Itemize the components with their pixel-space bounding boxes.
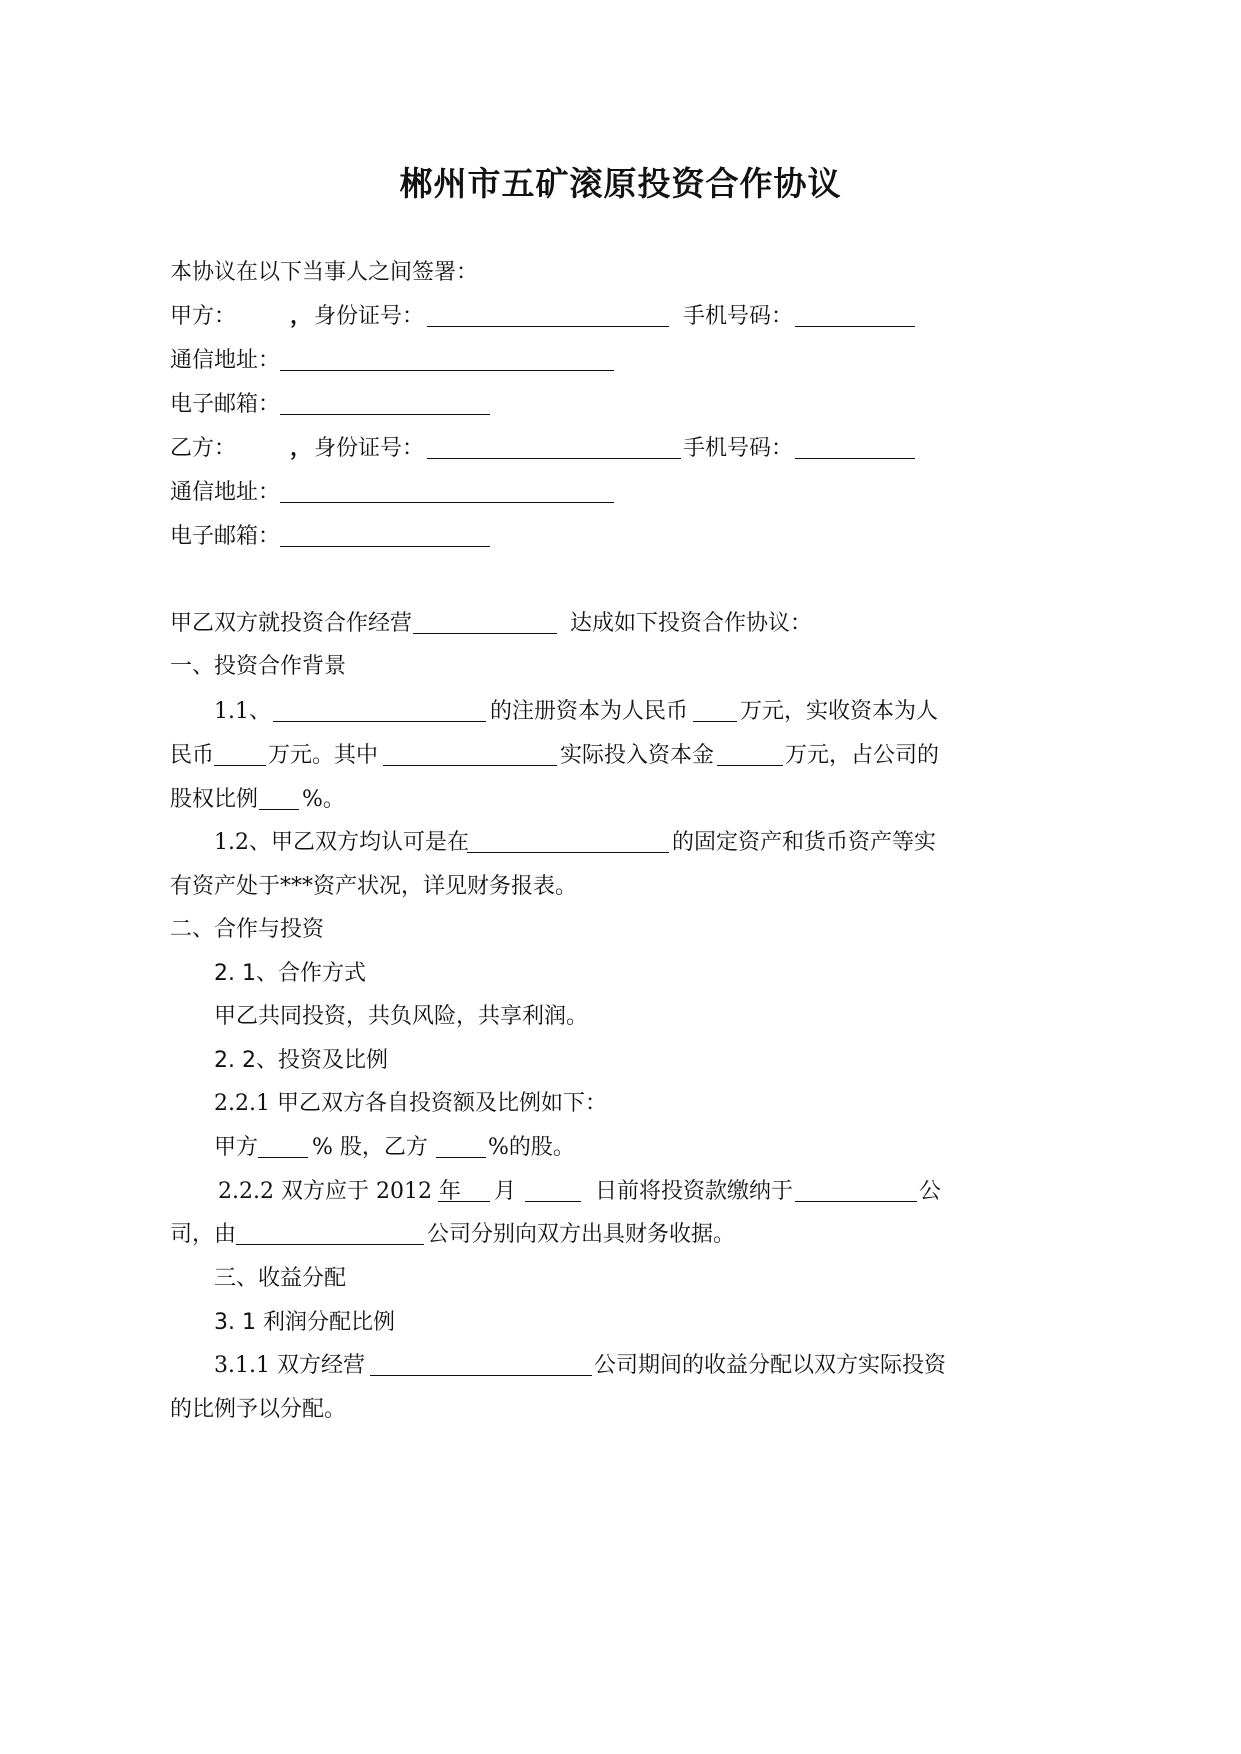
clause-3-1-1-text-b: 公司期间的收益分配以双方实际投资 — [594, 1353, 947, 1378]
operating-company-field[interactable] — [370, 1375, 592, 1376]
subsection-2-2-heading: 2. 2、投资及比例 — [214, 1048, 388, 1073]
party-a-email-label: 电子邮箱： — [170, 392, 281, 417]
party-b-label: 乙方： — [170, 436, 237, 461]
clause-2-2-2-text-a: 2.2.2 双方应于 2012 年 — [218, 1179, 461, 1204]
clause-2-2-2-text-b: 月 — [494, 1179, 517, 1204]
party-b-id-field[interactable] — [427, 458, 681, 459]
agreement-text-b: 达成如下投资合作协议： — [570, 611, 813, 636]
party-a-share-field[interactable] — [258, 1157, 308, 1158]
party-a-address-label: 通信地址： — [170, 348, 281, 373]
party-a-address-field[interactable] — [280, 370, 614, 371]
clause-1-1-number: 1.1、 — [214, 699, 271, 724]
subsection-2-1-text: 甲乙共同投资，共负风险，共享利润。 — [214, 1004, 589, 1029]
investment-amount-field[interactable] — [717, 765, 783, 766]
clause-1-1-text-h: 股权比例 — [170, 787, 259, 812]
clause-1-2-text-b: 的固定资产和货币资产等实 — [672, 830, 937, 855]
clause-2-2-1-suffix: %的股。 — [488, 1135, 575, 1160]
payment-month-field[interactable] — [438, 1201, 490, 1202]
payment-day-field[interactable] — [525, 1201, 581, 1202]
party-b-phone-field[interactable] — [795, 458, 915, 459]
clause-1-1-text-b: 的注册资本为人民币 — [490, 699, 689, 724]
party-b-comma: ， — [290, 436, 313, 461]
party-a-phone-field[interactable] — [795, 326, 915, 327]
clause-1-1-text-e: 万元。其中 — [268, 743, 379, 768]
party-b-email-field[interactable] — [280, 546, 490, 547]
party-b-address-label: 通信地址： — [170, 480, 281, 505]
agreement-text-a: 甲乙双方就投资合作经营 — [170, 611, 413, 636]
clause-1-1-text-d: 民币 — [170, 743, 215, 768]
party-b-share-field[interactable] — [436, 1157, 486, 1158]
party-a-email-field[interactable] — [280, 414, 490, 415]
payment-company-field[interactable] — [795, 1201, 917, 1202]
receipt-company-field[interactable] — [236, 1244, 424, 1245]
party-b-phone-label: 手机号码： — [683, 436, 794, 461]
party-a-comma: ， — [290, 304, 313, 329]
party-b-email-label: 电子邮箱： — [170, 524, 281, 549]
clause-1-2-text-c: 有资产处于***资产状况，详见财务报表。 — [170, 874, 578, 899]
equity-ratio-field[interactable] — [259, 809, 299, 810]
party-b-id-label: 身份证号： — [314, 436, 425, 461]
party-a-phone-label: 手机号码： — [683, 304, 794, 329]
subsection-2-1-heading: 2. 1、合作方式 — [214, 961, 366, 986]
asset-location-field[interactable] — [467, 852, 669, 853]
clause-2-2-2-text-d: 公 — [919, 1179, 942, 1204]
party-b-address-field[interactable] — [280, 502, 614, 503]
clause-2-2-2-text-c: 日前将投资款缴纳于 — [595, 1179, 794, 1204]
clause-2-2-1-party-a: 甲方 — [214, 1135, 259, 1160]
party-a-id-field[interactable] — [427, 326, 669, 327]
clause-1-2-text-a: 1.2、甲乙双方均认可是在 — [214, 830, 469, 855]
registered-capital-field[interactable] — [693, 721, 737, 722]
clause-1-1-text-c: 万元，实收资本为人 — [740, 699, 939, 724]
project-name-field[interactable] — [413, 633, 557, 634]
clause-1-1-text-i: %。 — [302, 787, 345, 812]
party-a-label: 甲方： — [170, 304, 237, 329]
section-1-heading: 一、投资合作背景 — [170, 654, 347, 679]
subsection-3-1-heading: 3. 1 利润分配比例 — [214, 1310, 395, 1335]
clause-2-2-1-party-b: % 股，乙方 — [312, 1135, 428, 1160]
clause-1-1-text-f: 实际投入资本金 — [560, 743, 715, 768]
clause-2-2-1-text: 2.2.1 甲乙双方各自投资额及比例如下： — [214, 1091, 607, 1116]
clause-1-1-text-g: 万元，占公司的 — [785, 743, 940, 768]
party-a-id-label: 身份证号： — [314, 304, 425, 329]
document-title: 郴州市五矿滚原投资合作协议 — [399, 164, 842, 203]
clause-3-1-1-text-c: 的比例予以分配。 — [170, 1397, 347, 1422]
intro-text: 本协议在以下当事人之间签署： — [170, 260, 479, 285]
section-2-heading: 二、合作与投资 — [170, 917, 325, 942]
investor-name-field[interactable] — [383, 765, 557, 766]
paid-capital-field[interactable] — [214, 765, 266, 766]
clause-2-2-2-text-e: 司，由 — [170, 1222, 237, 1247]
company-name-field[interactable] — [273, 721, 486, 722]
clause-3-1-1-text-a: 3.1.1 双方经营 — [214, 1353, 365, 1378]
clause-2-2-2-text-f: 公司分别向双方出具财务收据。 — [427, 1222, 736, 1247]
section-3-heading: 三、收益分配 — [214, 1266, 347, 1291]
